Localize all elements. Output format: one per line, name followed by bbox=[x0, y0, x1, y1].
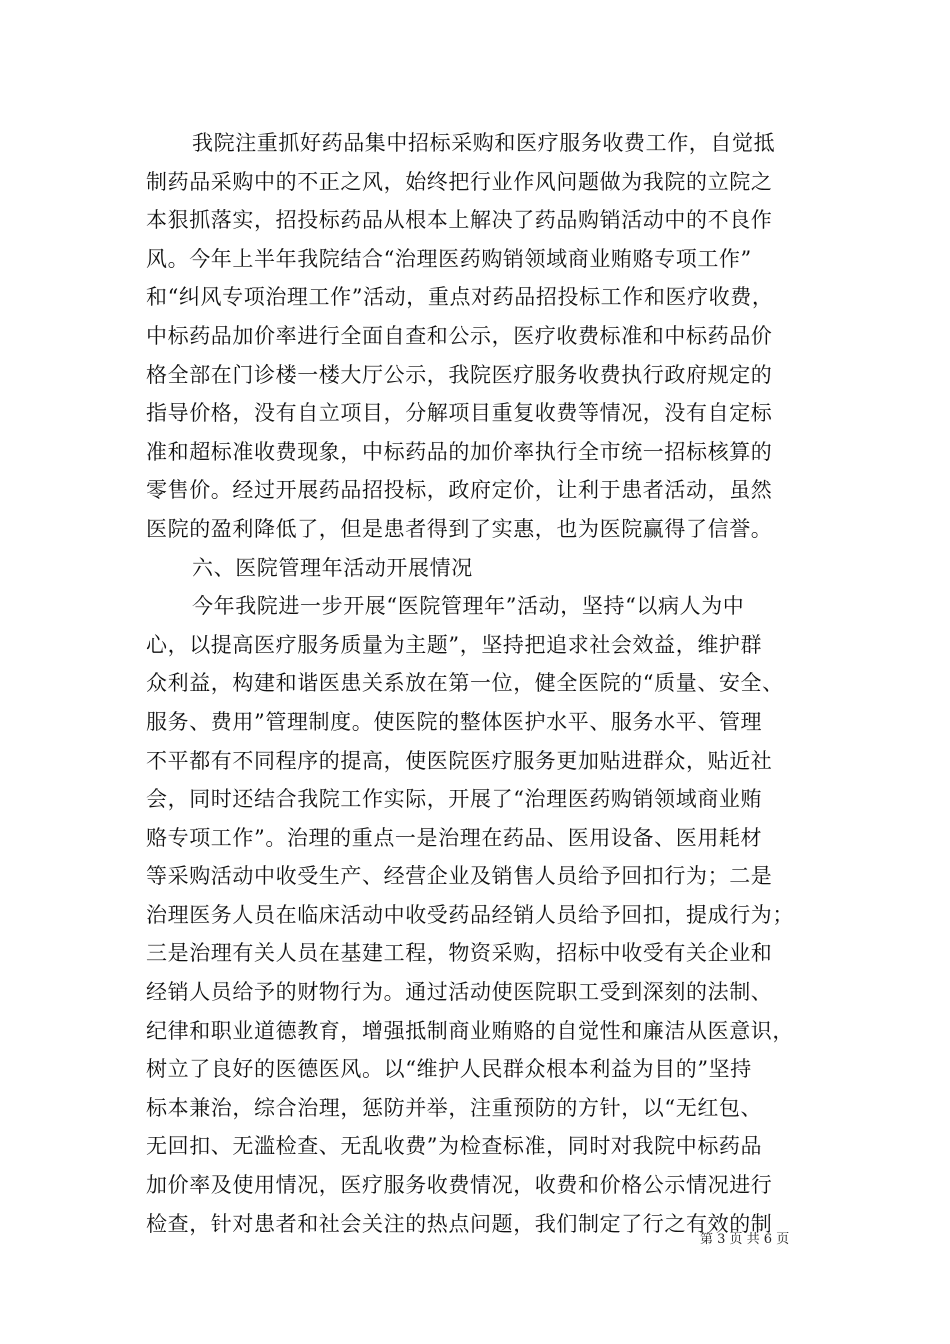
paragraph-line: 治理医务人员在临床活动中收受药品经销人员给予回扣，提成行为； bbox=[146, 902, 794, 927]
body-text bbox=[146, 124, 810, 1243]
paragraph-line: 众利益，构建和谐医患关系放在第一位，健全医院的“质量、安全、 bbox=[146, 671, 784, 696]
paragraph-line: 医院的盈利降低了，但是患者得到了实惠，也为医院赢得了信誉。 bbox=[146, 516, 773, 541]
paragraph-line: 检查，针对患者和社会关注的热点问题，我们制定了行之有效的制 bbox=[146, 1211, 773, 1236]
paragraph-line: 准和超标准收费现象，中标药品的加价率执行全市统一招标核算的 bbox=[146, 439, 773, 464]
paragraph-line: 今年我院进一步开展“医院管理年”活动，坚持“以病人为中 bbox=[192, 594, 745, 619]
paragraph-line: 服务、费用”管理制度。使医院的整体医护水平、服务水平、管理 bbox=[146, 709, 763, 734]
paragraph-line: 零售价。经过开展药品招投标，政府定价，让利于患者活动，虽然 bbox=[146, 478, 773, 503]
page-number-footer: 第 3 页 共 6 页 bbox=[700, 1232, 790, 1247]
paragraph-line: 树立了良好的医德医风。以“维护人民群众根本利益为目的”坚持 bbox=[146, 1057, 752, 1082]
paragraph-line: 纪律和职业道德教育，增强抵制商业贿赂的自觉性和廉洁从医意识， bbox=[146, 1018, 794, 1043]
paragraph-line: 指导价格，没有自立项目，分解项目重复收费等情况，没有自定标 bbox=[146, 401, 773, 426]
paragraph-line: 本狠抓落实，招投标药品从根本上解决了药品购销活动中的不良作 bbox=[146, 208, 773, 233]
paragraph-line: 我院注重抓好药品集中招标采购和医疗服务收费工作，自觉抵 bbox=[192, 131, 776, 155]
paragraph-line: 心，以提高医疗服务质量为主题”，坚持把追求社会效益，维护群 bbox=[146, 632, 763, 657]
paragraph-line: 不平都有不同程序的提高，使医院医疗服务更加贴进群众，贴近社 bbox=[146, 748, 773, 773]
paragraph-line: 三是治理有关人员在基建工程，物资采购，招标中收受有关企业和 bbox=[146, 941, 773, 966]
section-heading: 六、医院管理年活动开展情况 bbox=[192, 555, 473, 580]
paragraph-line: 加价率及使用情况，医疗服务收费情况，收费和价格公示情况进行 bbox=[146, 1173, 773, 1198]
paragraph-line: 制药品采购中的不正之风，始终把行业作风问题做为我院的立院之 bbox=[146, 169, 773, 194]
paragraph-line: 标本兼治，综合治理，惩防并举，注重预防的方针，以“无红包、 bbox=[146, 1095, 763, 1120]
paragraph-line: 赂专项工作”。治理的重点一是治理在药品、医用设备、医用耗材 bbox=[146, 825, 763, 850]
paragraph-line: 风。今年上半年我院结合“治理医药购销领域商业贿赂专项工作” bbox=[146, 246, 752, 271]
paragraph-line: 等采购活动中收受生产、经营企业及销售人员给予回扣行为；二是 bbox=[146, 864, 773, 889]
paragraph-line: 经销人员给予的财物行为。通过活动使医院职工受到深刻的法制、 bbox=[146, 980, 773, 1005]
paragraph-line: 无回扣、无滥检查、无乱收费”为检查标准，同时对我院中标药品 bbox=[146, 1134, 763, 1159]
paragraph-line: 格全部在门诊楼一楼大厅公示，我院医疗服务收费执行政府规定的 bbox=[146, 362, 773, 387]
paragraph-line: 中标药品加价率进行全面自查和公示，医疗收费标准和中标药品价 bbox=[146, 323, 773, 348]
paragraph-line: 和“纠风专项治理工作”活动，重点对药品招投标工作和医疗收费， bbox=[146, 285, 774, 310]
paragraph-line: 会，同时还结合我院工作实际，开展了“治理医药购销领域商业贿 bbox=[146, 787, 763, 812]
